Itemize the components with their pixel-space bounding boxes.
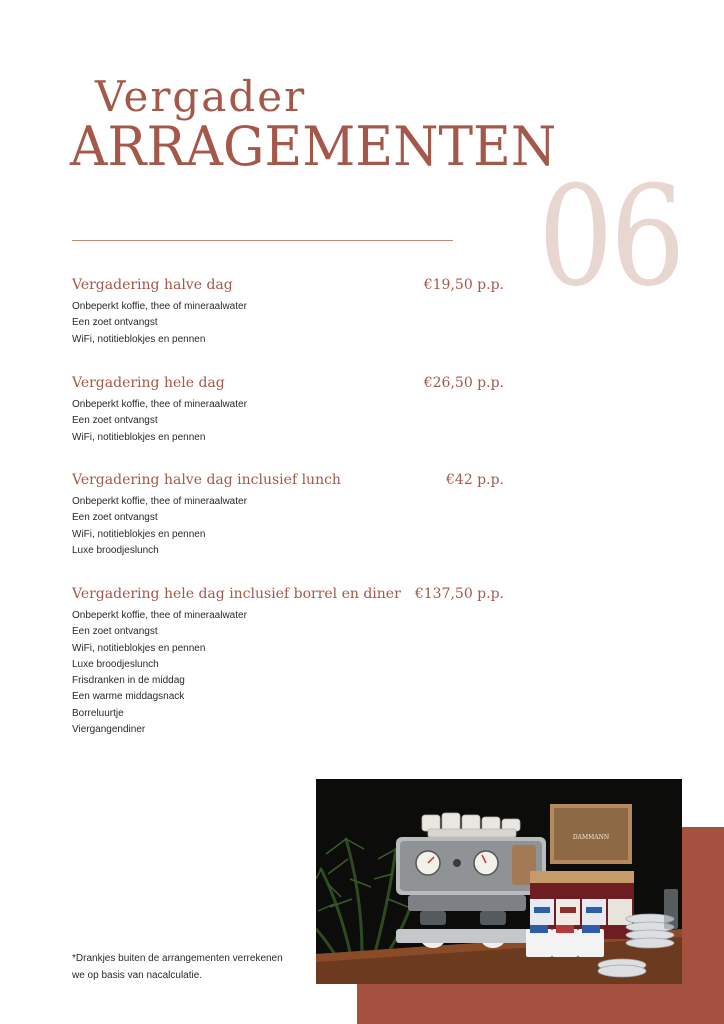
feature-item: WiFi, notitieblokjes en pennen <box>72 431 206 443</box>
feature-item: Borreluurtje <box>72 707 124 719</box>
feature-item: Onbeperkt koffie, thee of mineraalwater <box>72 301 247 312</box>
feature-item: Een zoet ontvangst <box>72 626 158 638</box>
footnote-line: we op basis van nacalculatie. <box>72 970 203 981</box>
package-price: €19,50 p.p. <box>423 277 504 293</box>
package-hele-dag-borrel-diner <box>72 586 504 738</box>
feature-item: WiFi, notitieblokjes en pennen <box>72 528 206 540</box>
package-halve-dag <box>72 277 504 348</box>
page-number: 06 <box>538 156 683 317</box>
feature-item: WiFi, notitieblokjes en pennen <box>72 642 206 654</box>
feature-item: Onbeperkt koffie, thee of mineraalwater <box>72 496 247 507</box>
package-price: €137,50 p.p. <box>414 586 504 602</box>
package-name: Vergadering hele dag <box>72 375 225 391</box>
feature-item: Onbeperkt koffie, thee of mineraalwater <box>72 399 247 410</box>
package-name: Vergadering halve dag <box>72 277 233 293</box>
title-vergader: Vergader <box>95 72 307 121</box>
feature-list <box>72 608 504 738</box>
feature-item: Onbeperkt koffie, thee of mineraalwater <box>72 610 247 621</box>
package-price: €26,50 p.p. <box>423 375 504 391</box>
divider-line <box>72 240 453 241</box>
title-arragementen: ARRAGEMENTEN <box>70 115 557 178</box>
feature-item: WiFi, notitieblokjes en pennen <box>72 333 206 345</box>
feature-item: Frisdranken in de middag <box>72 675 185 687</box>
coffee-machine-photo <box>316 779 682 984</box>
feature-item: Luxe broodjeslunch <box>72 544 159 556</box>
feature-list <box>72 494 504 559</box>
feature-item: Een zoet ontvangst <box>72 512 158 524</box>
feature-item: Luxe broodjeslunch <box>72 658 159 670</box>
package-price: €42 p.p. <box>446 472 504 488</box>
package-hele-dag <box>72 375 504 446</box>
footnote <box>72 950 283 984</box>
footnote-line: *Drankjes buiten de arrangementen verrekenen <box>72 953 283 964</box>
feature-list <box>72 299 504 348</box>
feature-item: Viergangendiner <box>72 724 146 736</box>
package-name: Vergadering halve dag inclusief lunch <box>72 472 341 488</box>
package-name: Vergadering hele dag inclusief borrel en diner <box>72 586 401 602</box>
feature-item: Een warme middagsnack <box>72 691 185 703</box>
feature-item: Een zoet ontvangst <box>72 317 158 329</box>
package-halve-dag-lunch <box>72 472 504 559</box>
box-brand-label: DAMMANN <box>572 834 610 841</box>
feature-list <box>72 397 504 446</box>
feature-item: Een zoet ontvangst <box>72 415 158 427</box>
